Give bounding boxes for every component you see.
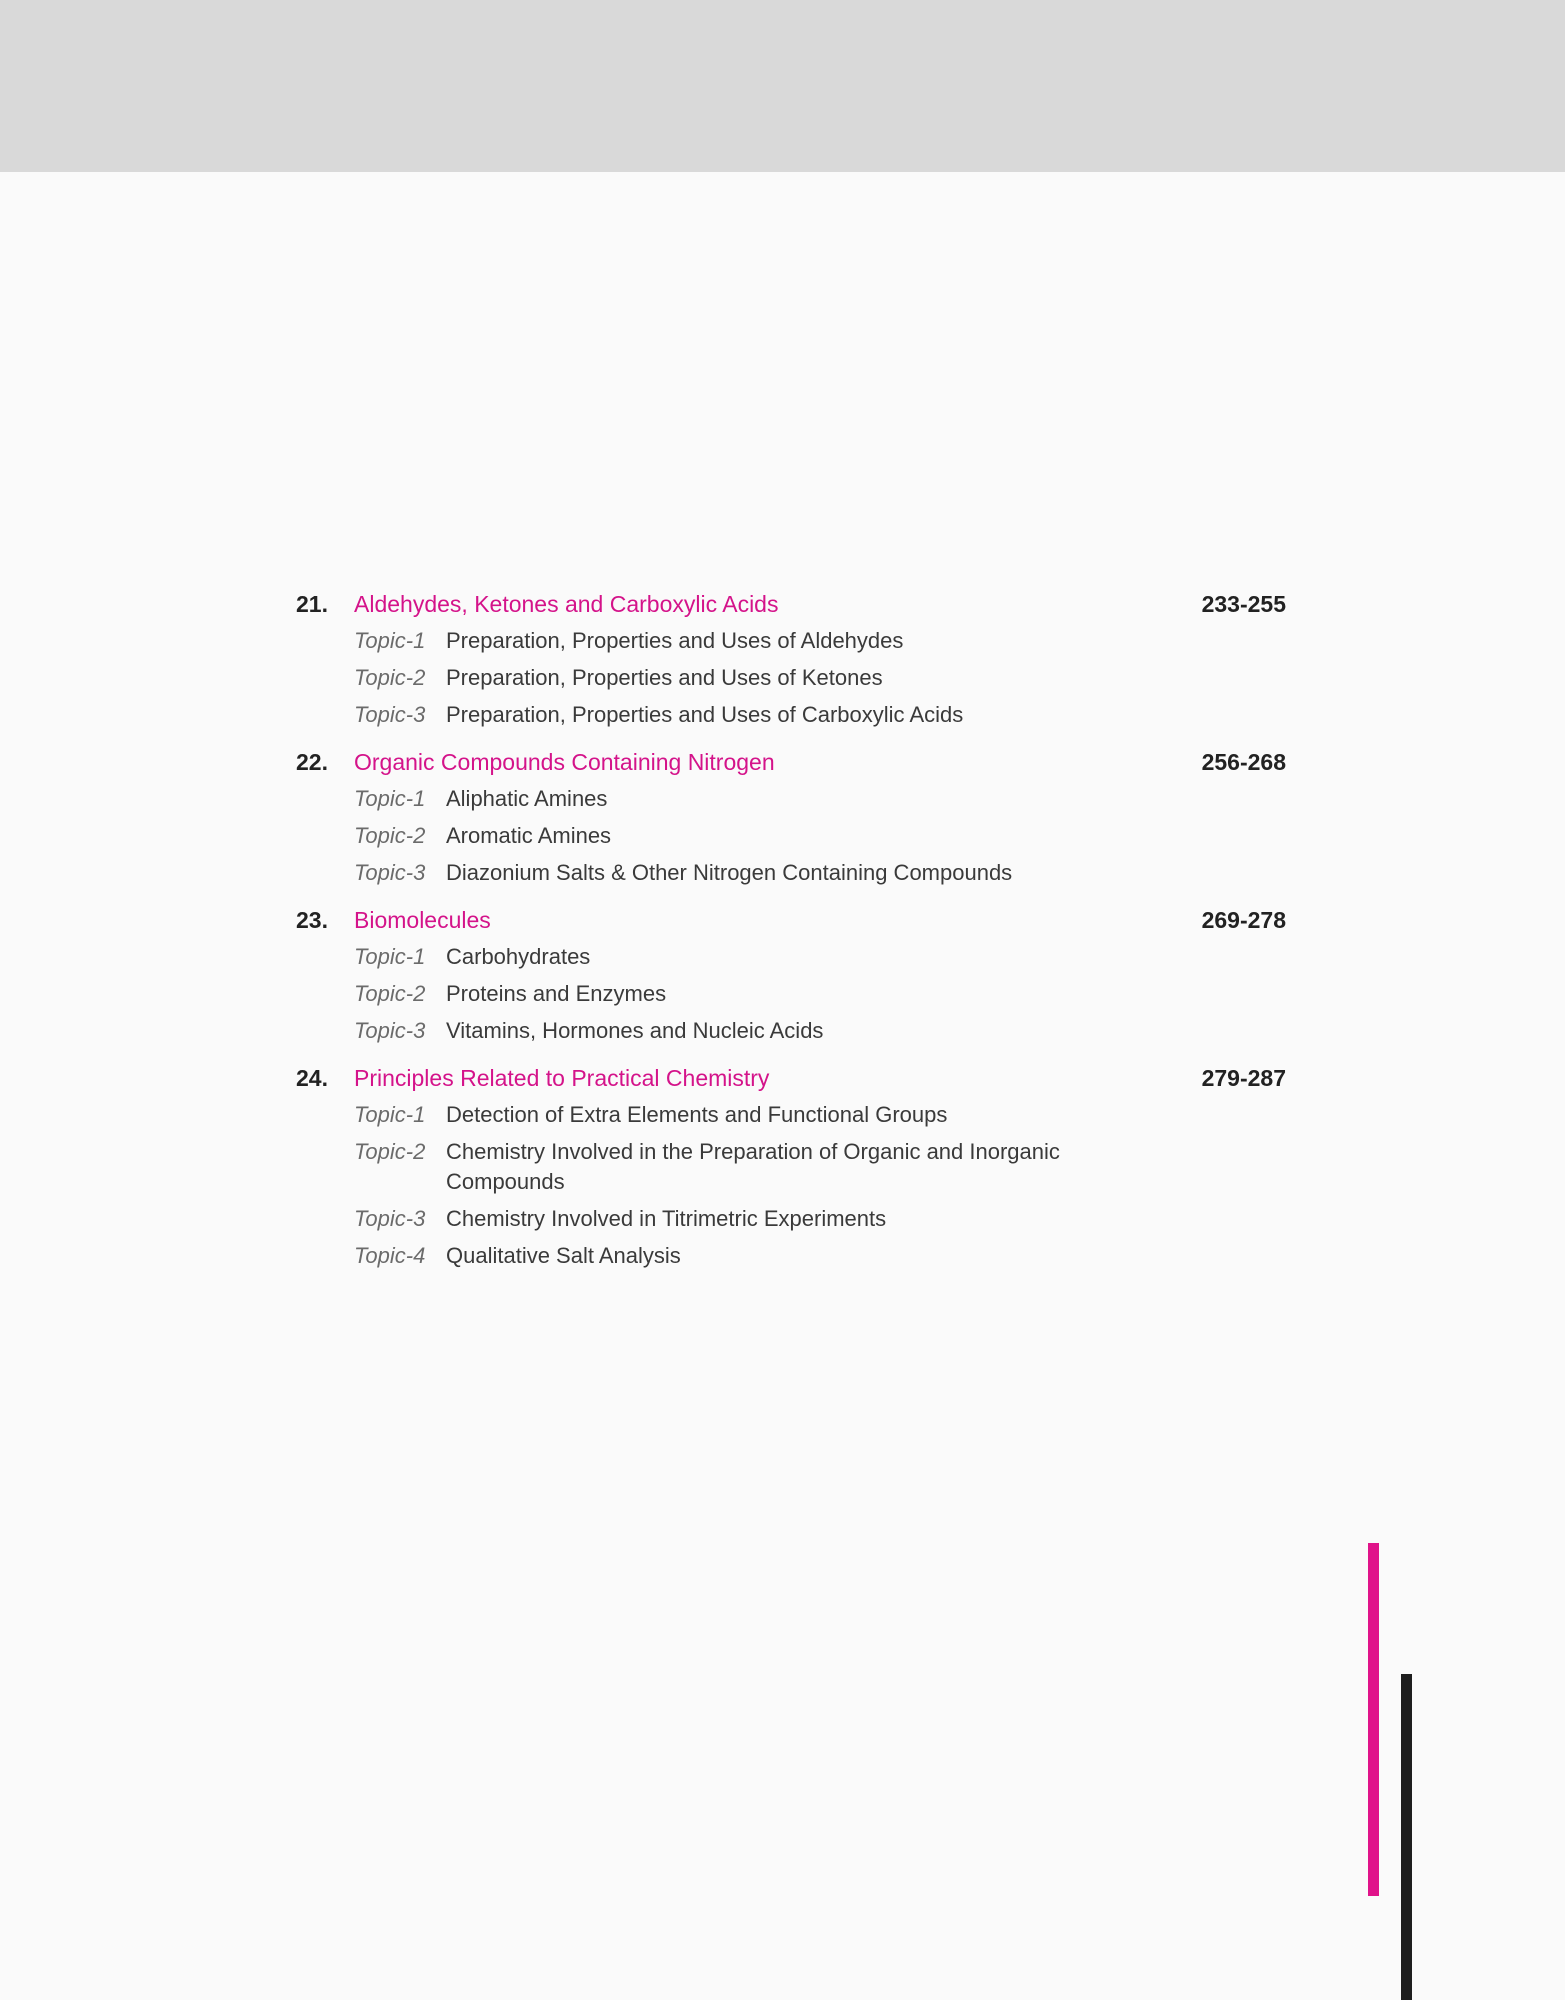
topic-row (296, 697, 1286, 734)
topic-title: Vitamins, Hormones and Nucleic Acids (446, 1018, 824, 1043)
topic-row (296, 1097, 1286, 1134)
topic-label: Topic-3 (354, 1018, 426, 1043)
chapter-title-link[interactable]: Biomolecules (354, 907, 491, 933)
chapter-page-range: 256-268 (1201, 749, 1286, 775)
topic-row (296, 976, 1286, 1013)
topic-row (296, 818, 1286, 855)
topic-row (296, 1134, 1286, 1201)
topic-title: Carbohydrates (446, 944, 591, 969)
chapter-title-link[interactable]: Organic Compounds Containing Nitrogen (354, 749, 775, 775)
table-of-contents (296, 586, 1286, 1285)
topic-row (296, 781, 1286, 818)
topic-label: Topic-3 (354, 702, 426, 727)
decorative-bar-black (1401, 1674, 1412, 2000)
toc-chapter (296, 744, 1286, 892)
chapter-page-range: 269-278 (1201, 907, 1286, 933)
chapter-number: 21. (296, 591, 328, 617)
decorative-bar-pink (1368, 1543, 1379, 1896)
topic-row (296, 939, 1286, 976)
topic-row (296, 660, 1286, 697)
topic-title: Detection of Extra Elements and Functional Groups (446, 1102, 948, 1127)
topic-title: Qualitative Salt Analysis (446, 1243, 681, 1268)
topic-label: Topic-2 (354, 823, 426, 848)
chapter-heading (296, 586, 1286, 623)
header-band (0, 0, 1565, 172)
topic-title: Proteins and Enzymes (446, 981, 667, 1006)
topic-title: Diazonium Salts & Other Nitrogen Containing Compounds (446, 860, 1013, 885)
topic-title: Chemistry Involved in the Preparation of Organic and Inorganic Compounds (446, 1139, 1060, 1194)
topic-row (296, 1013, 1286, 1050)
topic-label: Topic-1 (354, 1102, 426, 1127)
chapter-title-link[interactable]: Aldehydes, Ketones and Carboxylic Acids (354, 591, 779, 617)
chapter-heading (296, 902, 1286, 939)
toc-chapter (296, 902, 1286, 1050)
chapter-number: 23. (296, 907, 328, 933)
chapter-number: 24. (296, 1065, 328, 1091)
topic-label: Topic-1 (354, 628, 426, 653)
topic-row (296, 623, 1286, 660)
topic-label: Topic-1 (354, 944, 426, 969)
chapter-heading (296, 744, 1286, 781)
topic-title: Aromatic Amines (446, 823, 612, 848)
chapter-heading (296, 1060, 1286, 1097)
topic-title: Chemistry Involved in Titrimetric Experiments (446, 1206, 887, 1231)
topic-label: Topic-2 (354, 1139, 426, 1164)
toc-chapter (296, 586, 1286, 734)
topic-label: Topic-2 (354, 665, 426, 690)
topic-label: Topic-4 (354, 1243, 426, 1268)
topic-row (296, 1201, 1286, 1238)
chapter-number: 22. (296, 749, 328, 775)
topic-title: Preparation, Properties and Uses of Carboxylic Acids (446, 702, 964, 727)
topic-title: Aliphatic Amines (446, 786, 608, 811)
topic-label: Topic-3 (354, 860, 426, 885)
toc-chapter (296, 1060, 1286, 1275)
chapter-title-link[interactable]: Principles Related to Practical Chemistry (354, 1065, 770, 1091)
chapter-page-range: 233-255 (1201, 591, 1286, 617)
topic-label: Topic-2 (354, 981, 426, 1006)
topic-title: Preparation, Properties and Uses of Aldehydes (446, 628, 904, 653)
topic-title: Preparation, Properties and Uses of Ketones (446, 665, 883, 690)
topic-label: Topic-1 (354, 786, 426, 811)
topic-label: Topic-3 (354, 1206, 426, 1231)
topic-row (296, 1238, 1286, 1275)
topic-row (296, 855, 1286, 892)
chapter-page-range: 279-287 (1201, 1065, 1286, 1091)
